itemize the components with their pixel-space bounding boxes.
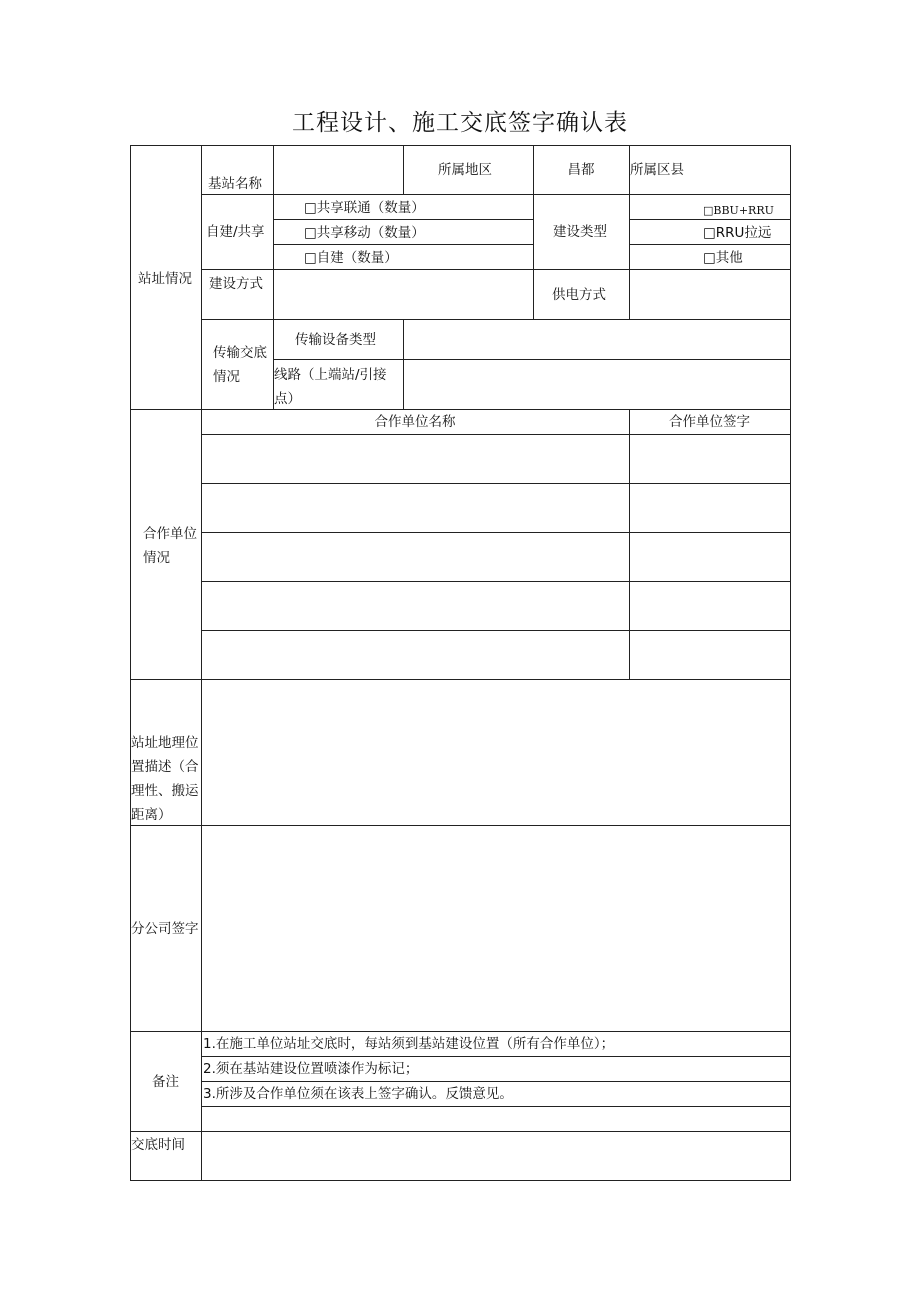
note-item-1: 1.在施工单位站址交底时，每站须到基站建设位置（所有合作单位）； [203,1036,615,1052]
line-partners-r3 [201,581,791,582]
table-border-top [130,145,791,146]
build-method-label: 建设方式 [209,276,263,292]
line-site-row1 [201,194,791,195]
line-partners-r1 [201,483,791,484]
line-partners-r4 [201,630,791,631]
line-partners-r2 [201,532,791,533]
note-item-2: 2.须在基站建设位置喷漆作为标记； [203,1061,419,1077]
note-item-3: 3.所涉及合作单位须在该表上签字确认。反馈意见。 [203,1086,513,1102]
transmission-line-label: 线路（上端站/引接点） [274,367,387,407]
line-transmission [273,359,791,360]
vline-site-b [403,145,404,195]
divider-location-branch [130,825,791,826]
branch-sign-label: 分公司签字 [131,921,199,937]
vline-partners [629,409,630,680]
transmission-label: 传输交底情况 [213,345,267,385]
handover-time-label: 交底时间 [131,1137,185,1153]
power-label: 供电方式 [552,287,606,303]
vline-site-c [403,319,404,410]
location-label: 站址地理位置描述（合理性、搬运距离） [131,735,199,823]
label-column-divider [201,145,202,1181]
share-option-unicom: □共享联通（数量） [304,200,425,216]
table-border-bottom [130,1180,791,1181]
station-name-label: 基站名称 [208,176,262,192]
table-border-right [790,145,791,1181]
divider-notes-handover [130,1131,791,1132]
build-type-bbu-rru: □BBU+RRU [703,204,774,217]
page-title: 工程设计、施工交底签字确认表 [292,110,628,136]
site-section-label: 站址情况 [138,271,192,287]
divider-partners-location [130,679,791,680]
transmission-equipment-label: 传输设备类型 [295,332,376,348]
partners-section-label: 合作单位情况 [143,526,197,566]
region-value: 昌都 [567,162,595,178]
notes-label: 备注 [152,1074,179,1090]
partner-name-header: 合作单位名称 [374,414,456,430]
share-option-mobile: □共享移动（数量） [304,225,425,241]
build-share-label: 自建/共享 [206,224,265,240]
county-label: 所属区县 [630,162,684,178]
line-site-row3 [201,319,791,320]
build-type-rru-remote: □RRU拉远 [703,225,772,241]
share-option-self: □自建（数量） [304,250,398,266]
line-notes-3 [201,1106,791,1107]
line-partners-header [201,434,791,435]
table-border-left [130,145,131,1181]
build-type-other: □其他 [703,250,743,266]
region-label: 所属地区 [438,162,492,178]
partner-sign-header: 合作单位签字 [669,414,750,430]
build-type-label: 建设类型 [553,224,607,240]
